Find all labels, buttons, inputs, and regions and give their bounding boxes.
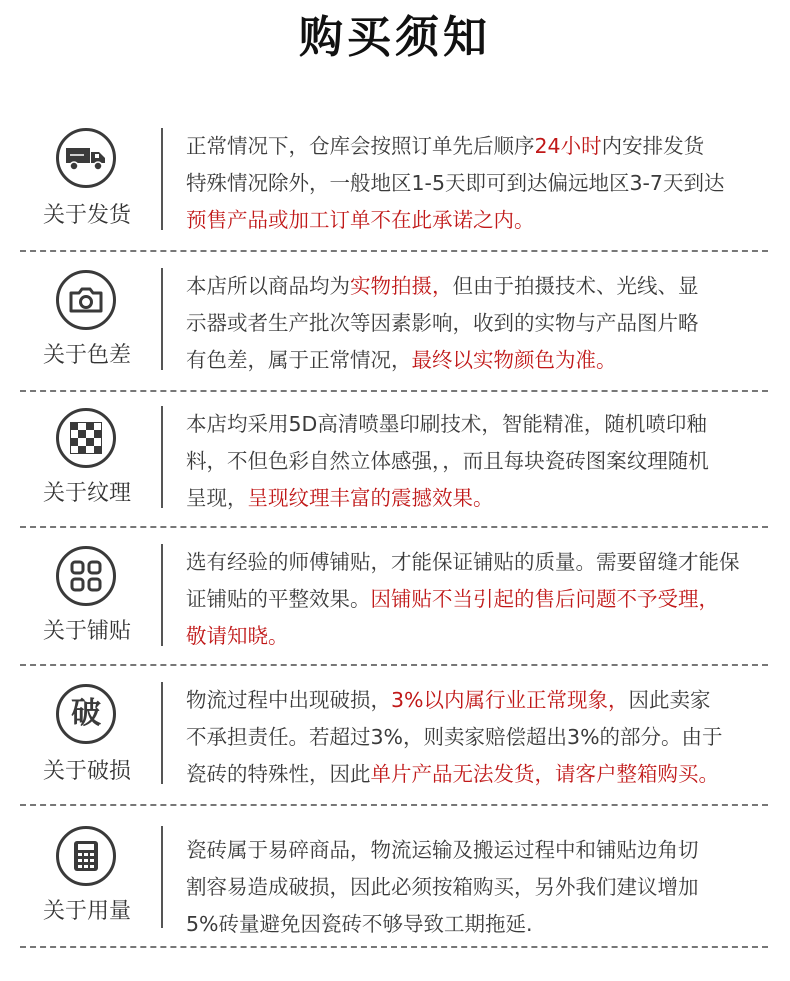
- text-line: [186, 618, 770, 655]
- section-text: [186, 128, 770, 239]
- text-line: [186, 443, 770, 480]
- text-line: [186, 869, 770, 906]
- body-text: 内安排发货: [601, 134, 705, 158]
- section-label: 关于发货: [42, 203, 131, 228]
- highlight-text: 实物拍摄，: [350, 274, 453, 298]
- body-text: 本店所以商品均为: [186, 274, 350, 298]
- body-text: 割容易造成破损，因此必须按箱购买，另外我们建议增加: [186, 875, 699, 899]
- vertical-separator: [161, 406, 163, 508]
- section-text: [186, 682, 770, 793]
- body-text: 瓷砖的特殊性，因此: [186, 762, 371, 786]
- broken-character-glyph: 破: [71, 696, 101, 731]
- text-line: [186, 544, 770, 581]
- highlight-text: 因铺贴不当引起的售后问题不予受理，: [370, 587, 719, 611]
- body-text: 选有经验的师傅铺贴，才能保证铺贴的质量。需要留缝才能保: [186, 550, 740, 574]
- text-line: [186, 165, 770, 202]
- calculator-icon: [56, 826, 116, 886]
- body-text: 瓷砖属于易碎商品，物流运输及搬运过程中和铺贴边角切: [186, 838, 699, 862]
- highlight-text: 最终以实物颜色为准。: [411, 348, 617, 372]
- body-text: 料，不但色彩自然立体感强，，而且每块瓷砖图案纹理随机: [186, 449, 709, 473]
- text-line: [186, 719, 770, 756]
- section-color-difference: [20, 268, 768, 378]
- text-line: [186, 268, 770, 305]
- section-delivery: [20, 128, 768, 238]
- dashed-divider: [20, 946, 768, 948]
- text-line: [186, 202, 770, 239]
- section-usage: [20, 826, 768, 936]
- tile-grid-icon: [56, 546, 116, 606]
- highlight-text: 单片产品无法发货，请客户整箱购买。: [370, 762, 719, 786]
- section-label: 关于铺贴: [42, 619, 131, 644]
- body-text: 物流过程中出现破损，: [186, 688, 391, 712]
- dashed-divider: [20, 804, 768, 806]
- dashed-divider: [20, 390, 768, 392]
- section-label: 关于纹理: [42, 481, 131, 506]
- highlight-text: 呈现纹理丰富的震撼效果。: [247, 486, 494, 510]
- text-line: [186, 581, 770, 618]
- dashed-divider: [20, 250, 768, 252]
- highlight-text: 预售产品或加工订单不在此承诺之内。: [186, 208, 535, 232]
- camera-icon: [56, 270, 116, 330]
- highlight-text: 3%以内属行业正常现象，: [391, 688, 629, 712]
- text-line: [186, 906, 770, 943]
- body-text: 证铺贴的平整效果。: [186, 587, 371, 611]
- vertical-separator: [161, 128, 163, 230]
- page-title: 购买须知: [299, 12, 491, 63]
- text-line: [186, 305, 770, 342]
- broken-character-icon: [56, 684, 116, 744]
- text-line: [186, 480, 770, 517]
- section-text: [186, 406, 770, 517]
- body-text: 特殊情况除外，一般地区1-5天即可到达偏远地区3-7天到达: [186, 171, 725, 195]
- dashed-divider: [20, 664, 768, 666]
- section-texture: [20, 406, 768, 516]
- body-text: 但由于拍摄技术、光线、显: [452, 274, 699, 298]
- body-text: 因此卖家: [628, 688, 711, 712]
- checkerboard-texture-icon: [56, 408, 116, 468]
- body-text: 5%砖量避免因瓷砖不够导致工期拖延.: [186, 912, 533, 936]
- section-text: [186, 832, 770, 943]
- body-text: 本店均采用5D高清喷墨印刷技术，智能精准，随机喷印釉: [186, 412, 707, 436]
- body-text: 示器或者生产批次等因素影响，收到的实物与产品图片略: [186, 311, 699, 335]
- vertical-separator: [161, 682, 163, 784]
- section-label: 关于用量: [42, 899, 131, 924]
- body-text: 正常情况下，仓库会按照订单先后顺序: [186, 134, 535, 158]
- section-tiling: [20, 544, 768, 654]
- vertical-separator: [161, 544, 163, 646]
- body-text: 不承担责任。若超过3%，则卖家赔偿超出3%的部分。由于: [186, 725, 723, 749]
- highlight-text: 24小时: [534, 134, 602, 158]
- section-label: 关于色差: [42, 343, 131, 368]
- body-text: 呈现，: [186, 486, 248, 510]
- highlight-text: 敬请知晓。: [186, 624, 289, 648]
- section-text: [186, 544, 770, 655]
- text-line: [186, 756, 770, 793]
- text-line: [186, 682, 770, 719]
- vertical-separator: [161, 826, 163, 928]
- delivery-truck-icon: [56, 128, 116, 188]
- section-breakage: [20, 682, 768, 792]
- body-text: 有色差，属于正常情况，: [186, 348, 412, 372]
- text-line: [186, 128, 770, 165]
- text-line: [186, 406, 770, 443]
- section-text: [186, 268, 770, 379]
- dashed-divider: [20, 526, 768, 528]
- text-line: [186, 832, 770, 869]
- text-line: [186, 342, 770, 379]
- section-label: 关于破损: [42, 759, 131, 784]
- vertical-separator: [161, 268, 163, 370]
